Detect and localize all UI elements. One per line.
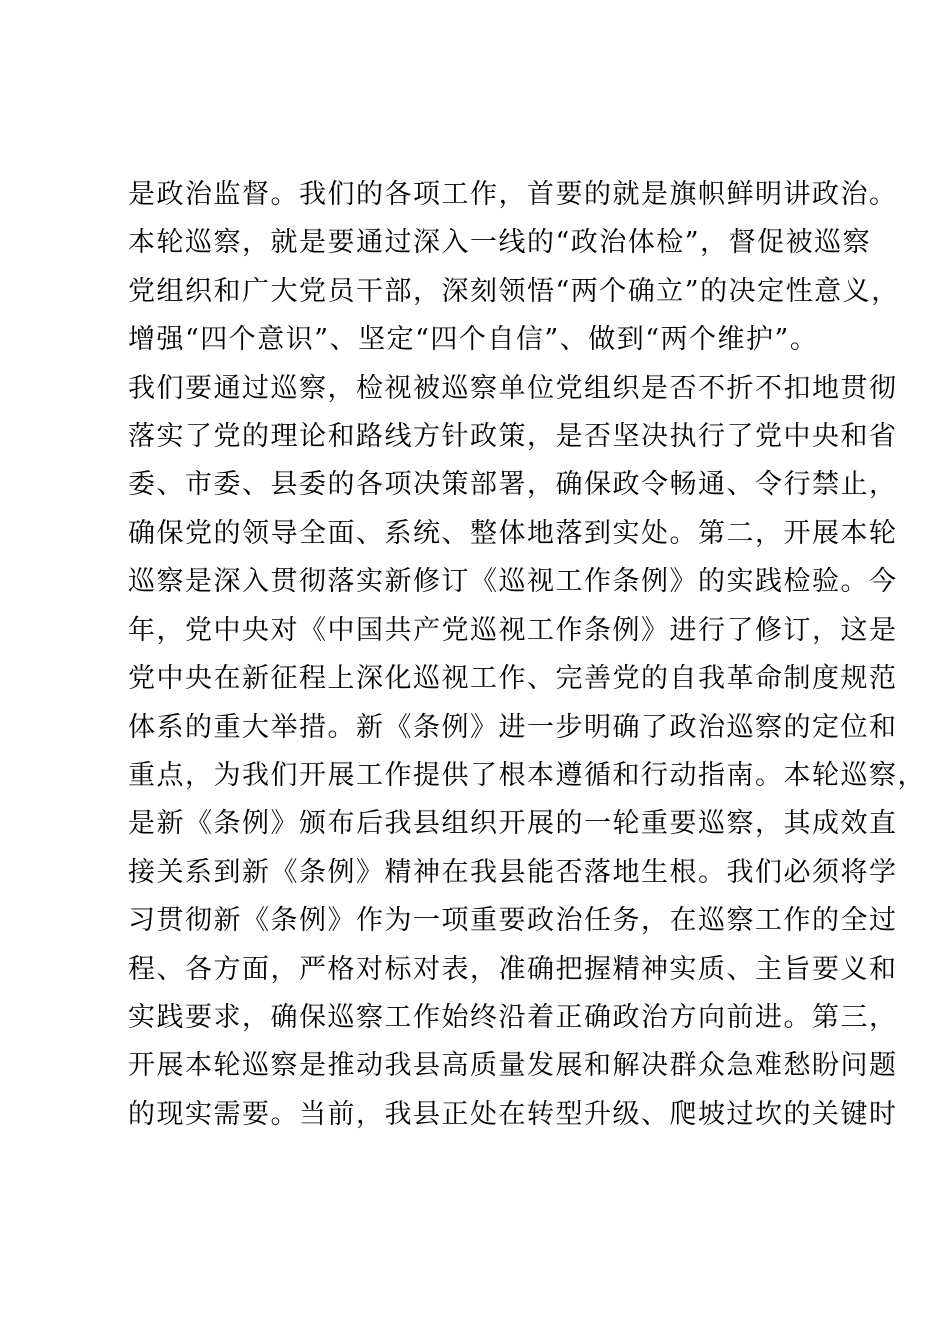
text-line-5: 我们要通过巡察，检视被巡察单位党组织是否不折不扣地贯彻 bbox=[128, 373, 898, 404]
text-line-17: 程、各方面，严格对标对表，准确把握精神实质、主旨要义和 bbox=[128, 954, 898, 985]
text-line-12: 体系的重大举措。新《条例》进一步明确了政治巡察的定位和 bbox=[128, 712, 898, 743]
text-line-14: 是新《条例》颁布后我县组织开展的一轮重要巡察，其成效直 bbox=[128, 808, 898, 839]
text-line-3: 党组织和广大党员干部，深刻领悟“两个确立”的决定性意义， bbox=[128, 276, 900, 307]
text-line-8: 确保党的领导全面、系统、整体地落到实处。第二，开展本轮 bbox=[128, 518, 898, 549]
text-line-7: 委、市委、县委的各项决策部署，确保政令畅通、令行禁止， bbox=[128, 469, 898, 500]
text-line-6: 落实了党的理论和路线方针政策，是否坚决执行了党中央和省 bbox=[128, 421, 898, 452]
text-line-19: 开展本轮巡察是推动我县高质量发展和解决群众急难愁盼问题 bbox=[128, 1050, 898, 1081]
text-line-2: 本轮巡察，就是要通过深入一线的“政治体检”，督促被巡察 bbox=[128, 227, 872, 258]
text-line-10: 年，党中央对《中国共产党巡视工作条例》进行了修订，这是 bbox=[128, 615, 898, 646]
text-line-15: 接关系到新《条例》精神在我县能否落地生根。我们必须将学 bbox=[128, 857, 898, 888]
text-line-4: 增强“四个意识”、坚定“四个自信”、做到“两个维护”。 bbox=[128, 324, 819, 355]
text-line-20: 的现实需要。当前，我县正处在转型升级、爬坡过坎的关键时 bbox=[128, 1099, 898, 1130]
text-line-9: 巡察是深入贯彻落实新修订《巡视工作条例》的实践检验。今 bbox=[128, 566, 898, 597]
text-line-16: 习贯彻新《条例》作为一项重要政治任务，在巡察工作的全过 bbox=[128, 905, 898, 936]
text-line-11: 党中央在新征程上深化巡视工作、完善党的自我革命制度规范 bbox=[128, 663, 898, 694]
text-line-1: 是政治监督。我们的各项工作，首要的就是旗帜鲜明讲政治。 bbox=[128, 179, 898, 210]
text-line-13: 重点，为我们开展工作提供了根本遵循和行动指南。本轮巡察， bbox=[128, 760, 926, 791]
text-line-18: 实践要求，确保巡察工作始终沿着正确政治方向前进。第三， bbox=[128, 1002, 898, 1033]
